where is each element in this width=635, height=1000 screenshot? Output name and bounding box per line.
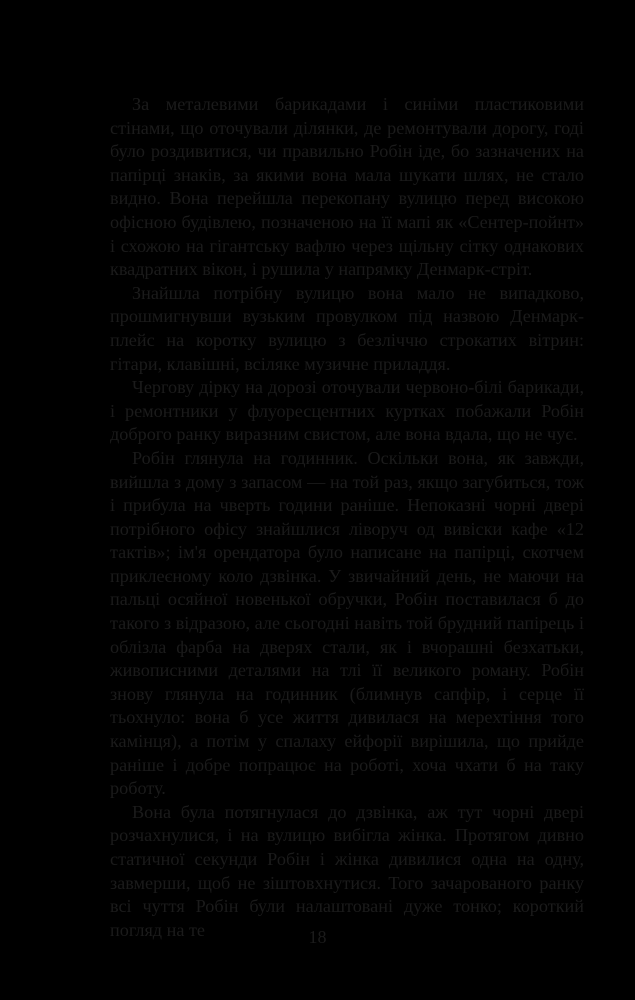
body-text	[110, 93, 584, 942]
paragraph-1: За металевими барикадами і синіми пластиковими стінами, що оточували ділянки, де ремонтували дорогу, годі було роздивитися, чи правильно Робін іде, бо зазначених на папірці знаків, за якими вона мала шукати шлях, не стало видно. Вона перейшла перекопану вулицю перед високою офісною будівлею, позначеною на її мапі як «Сентер-пойнт» і схожою на гігантську вафлю через щільну сітку однакових квадратних вікон, і рушила у напрямку Денмарк-стріт.	[110, 94, 584, 280]
paragraph-4: Робін глянула на годинник. Оскільки вона, як завжди, вийшла з дому з запасом — на той раз, якщо загубиться, тож і прибула на чверть години раніше. Непоказні чорні двері потрібного офісу знайшлися ліворуч од вивіски кафе «12 тактів»; ім'я орендатора було написане на папірці, скотчем приклеєному коло дзвінка. У звичайний день, не маючи на пальці осяйної новенької обручки, Робін поставилася б до такого з відразою, але сьогодні навіть той брудний папірець і облізла фарба на дверях стали, як і вчорашні безхатьки, живописними деталями на тлі її великого роману. Робін знову глянула на годинник (блимнув сапфір, і серце її тьохнуло: вона б усе життя дивилася на мерехтіння того камінця), а потім у спалаху ейфорії вирішила, що прийде раніше і добре попрацює на роботі, хоча чхати б на таку роботу.	[110, 447, 584, 799]
paragraph-5: Вона була потягнулася до дзвінка, аж тут чорні двері розчахнулися, і на вулицю вибігла жінка. Протягом дивно статичної секунди Робін і жінка дивилися одна на одну, завмерши, щоб не зіштовхнутися. Того зачарованого ранку всі чуття Робін були налаштовані дуже тонко; короткий погляд на те	[110, 801, 584, 940]
page-number: 18	[308, 927, 327, 947]
paragraph-3: Чергову дірку на дорозі оточували червоно-білі барикади, і ремонтники у флуоресцентних куртках побажали Робін доброго ранку виразним свистом, але вона вдала, що не чує.	[110, 377, 584, 445]
paragraph-2: Знайшла потрібну вулицю вона мало не випадково, прошмигнувши вузьким провулком під назвою Денмарк-плейс на коротку вулицю з безліччю строкатих вітрин: гітари, клавішні, всіляке музичне приладдя.	[110, 282, 584, 374]
